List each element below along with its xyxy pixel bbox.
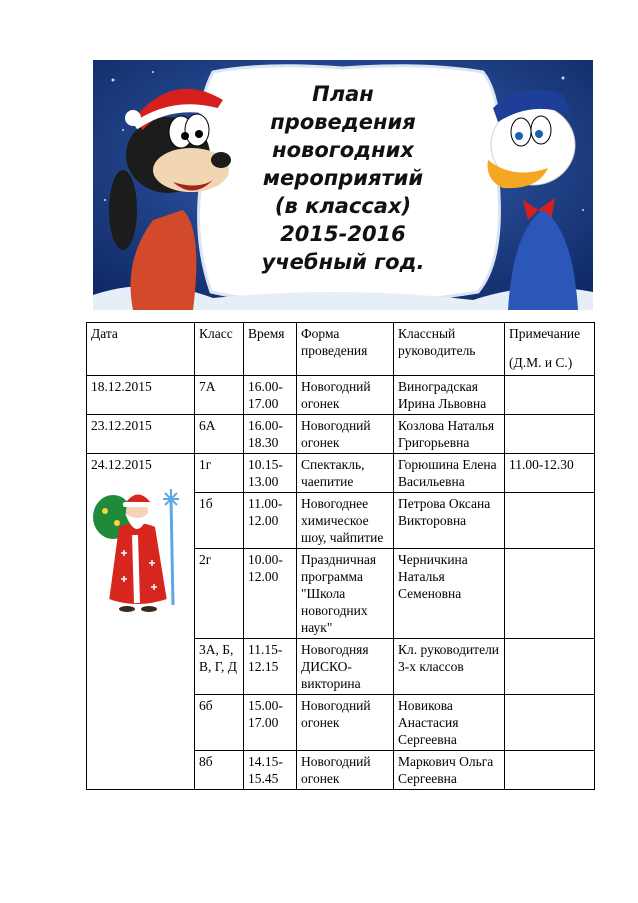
header-date: Дата <box>87 323 195 376</box>
banner-title-line: учебный год. <box>261 250 425 274</box>
banner-title-line: План <box>312 82 374 106</box>
cell-teacher: Маркович Ольга Сергеевна <box>394 751 505 790</box>
header-form: Форма проведения <box>297 323 394 376</box>
cell-note <box>505 751 595 790</box>
cell-form: Новогодний огонек <box>297 751 394 790</box>
cell-time: 14.15-15.45 <box>244 751 297 790</box>
title-banner <box>93 60 593 310</box>
cell-form: Новогодний огонек <box>297 376 394 415</box>
cell-form: Новогоднее химическое шоу, чайпитие <box>297 493 394 549</box>
cell-teacher: Новикова Анастасия Сергеевна <box>394 695 505 751</box>
banner-title-line: 2015-2016 <box>280 222 406 246</box>
cell-class: 3А, Б, В, Г, Д <box>195 639 244 695</box>
santa-claus-icon <box>91 483 183 613</box>
cell-date: 18.12.2015 <box>87 376 195 415</box>
header-note-label: Примечание <box>509 326 581 341</box>
banner-title-line: (в классах) <box>274 194 412 218</box>
cell-note: 11.00-12.30 <box>505 454 595 493</box>
cell-class: 7А <box>195 376 244 415</box>
cell-note <box>505 695 595 751</box>
cell-date-group <box>87 454 195 790</box>
table-row <box>87 376 595 415</box>
cell-class: 8б <box>195 751 244 790</box>
cell-time: 11.15-12.15 <box>244 639 297 695</box>
cell-teacher: Петрова Оксана Викторовна <box>394 493 505 549</box>
table-row <box>87 415 595 454</box>
banner-title-line: мероприятий <box>262 166 424 190</box>
cell-note <box>505 639 595 695</box>
cell-time: 10.00-12.00 <box>244 549 297 639</box>
cell-date: 23.12.2015 <box>87 415 195 454</box>
cell-class: 1г <box>195 454 244 493</box>
cell-note <box>505 415 595 454</box>
cell-class: 6А <box>195 415 244 454</box>
header-class: Класс <box>195 323 244 376</box>
events-table <box>86 322 595 790</box>
cell-form: Спектакль, чаепитие <box>297 454 394 493</box>
cell-time: 16.00-17.00 <box>244 376 297 415</box>
cell-teacher: Виноградская Ирина Львовна <box>394 376 505 415</box>
cell-teacher: Горюшина Елена Васильевна <box>394 454 505 493</box>
header-note-extra: (Д.М. и С.) <box>509 355 573 370</box>
cell-date: 24.12.2015 <box>91 457 152 472</box>
cell-form: Новогодняя ДИСКО-викторина <box>297 639 394 695</box>
cell-form: Новогодний огонек <box>297 695 394 751</box>
cell-note <box>505 493 595 549</box>
cell-form: Праздничная программа "Школа новогодних наук" <box>297 549 394 639</box>
cell-teacher: Кл. руководители 3-х классов <box>394 639 505 695</box>
cell-teacher: Черничкина Наталья Семеновна <box>394 549 505 639</box>
cell-class: 1б <box>195 493 244 549</box>
banner-title-line: проведения <box>270 110 416 134</box>
table-row <box>87 454 595 493</box>
cell-note <box>505 549 595 639</box>
cell-time: 10.15-13.00 <box>244 454 297 493</box>
table-header-row <box>87 323 595 376</box>
cell-teacher: Козлова Наталья Григорьевна <box>394 415 505 454</box>
cell-note <box>505 376 595 415</box>
banner-title <box>213 80 473 276</box>
cell-time: 15.00-17.00 <box>244 695 297 751</box>
cell-class: 6б <box>195 695 244 751</box>
cell-form: Новогодний огонек <box>297 415 394 454</box>
banner-title-line: новогодних <box>272 138 414 162</box>
header-time: Время <box>244 323 297 376</box>
cell-time: 16.00-18.30 <box>244 415 297 454</box>
header-note <box>505 323 595 376</box>
cell-time: 11.00-12.00 <box>244 493 297 549</box>
cell-class: 2г <box>195 549 244 639</box>
header-teacher: Классный руководитель <box>394 323 505 376</box>
